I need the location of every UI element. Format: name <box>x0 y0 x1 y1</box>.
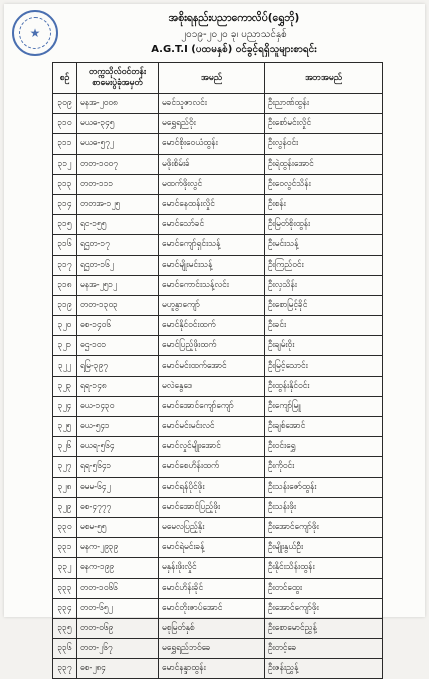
table-row <box>53 598 383 618</box>
row-father-name: ဦးကိုဝင်း <box>265 457 383 477</box>
row-no: ၃၁၈ <box>53 275 77 295</box>
row-name: မဟူနွာကျော် <box>159 295 265 315</box>
row-no: ၃၁၄ <box>53 194 77 214</box>
table-row <box>53 356 383 376</box>
row-no: ၃၂၇ <box>53 457 77 477</box>
row-no: ၃၂၀ <box>53 316 77 336</box>
row-father-name: ဦးဝေလွင်သိန်း <box>265 174 383 194</box>
row-no: ၃၂၄ <box>53 396 77 416</box>
row-name: မရွှေရည်ဝိုး <box>159 114 265 134</box>
row-name: မောင်မင်းမင်းလင် <box>159 417 265 437</box>
row-no: ၃၃၃ <box>53 578 77 598</box>
row-name: မောင်တိုးဇာပ်အောင် <box>159 598 265 618</box>
row-name: မောင်အောင်ကျော်ကျော် <box>159 396 265 416</box>
row-exam-roll: တတ-၁၁၁ <box>77 174 159 194</box>
table-row <box>53 376 383 396</box>
row-father-name: ဦးချမ်းဝိုး <box>265 336 383 356</box>
row-name: မောင်နေထန်းလှိုင် <box>159 194 265 214</box>
row-no: ၃၂၁ <box>53 336 77 356</box>
row-name: မနှန်းဖိုးလှိုင် <box>159 558 265 578</box>
row-no: ၃၂၆ <box>53 437 77 457</box>
table-body <box>53 94 383 679</box>
row-no: ၃၁၁ <box>53 134 77 154</box>
row-father-name: ဦးအောင်ကျော်ဖိုး <box>265 598 383 618</box>
table-row <box>53 316 383 336</box>
row-exam-roll: ဓမမ-၆၄၂ <box>77 477 159 497</box>
table-row <box>53 336 383 356</box>
row-name: မလဲနွေဒေ <box>159 376 265 396</box>
row-father-name: ဦးအောင်ကျော်ဖိုး <box>265 517 383 537</box>
list-title: A.G.T.I (ပထမနှစ်) ဝင်ခွင့်ရရှိသူများစာရင်း <box>151 44 317 55</box>
document-title: အစိုးရနည်းပညာကောလိပ်(ရွှေဘို) <box>168 12 300 24</box>
row-name: မောင်ရဲမင်းခန့် <box>159 538 265 558</box>
row-exam-roll: ဓနက-၁၉၉ <box>77 558 159 578</box>
table-row <box>53 538 383 558</box>
row-exam-roll: တတအ-၁၂၅ <box>77 194 159 214</box>
table-row <box>53 215 383 235</box>
row-name: မောင်လှုင်မျိုးအောင် <box>159 437 265 457</box>
row-father-name: ဦးစော်မင်းလှိုင် <box>265 114 383 134</box>
table-row <box>53 114 383 134</box>
row-exam-roll: မနက-၂၉၃၉ <box>77 538 159 558</box>
table-row <box>53 457 383 477</box>
row-exam-roll: ဓစ-၂၈၄ <box>77 659 159 679</box>
row-name: မောင်သော်ခင် <box>159 215 265 235</box>
row-name: မစုမြတ်နှစ် <box>159 618 265 638</box>
row-name: မောင်နိုင်ဝင်းထက် <box>159 316 265 336</box>
row-no: ၃၂၅ <box>53 417 77 437</box>
table-row <box>53 235 383 255</box>
row-exam-roll: ရဌတ-၁၆၂ <box>77 255 159 275</box>
row-no: ၃၁၃ <box>53 174 77 194</box>
row-exam-roll: မယဓ-၃၄၅ <box>77 114 159 134</box>
row-exam-roll: တတ-၂၆၇ <box>77 639 159 659</box>
row-name: မောင်နန္ဒာထွန်း <box>159 659 265 679</box>
row-name: မခင်သူဇာလင်း <box>159 94 265 114</box>
row-exam-roll: ရင-၁၅၅ <box>77 215 159 235</box>
header-exam-roll: တက္ကသိုလ်ဝင်တန်း စာမေးပွဲခုံအမှတ် <box>77 63 159 94</box>
row-exam-roll: ဓယရ-၅၆၄ <box>77 437 159 457</box>
row-exam-roll: ရဌတ-၁၇ <box>77 235 159 255</box>
row-name: မောင်ကောင်းသန့်လင်း <box>159 275 265 295</box>
row-no: ၃၀၉ <box>53 94 77 114</box>
table-row <box>53 558 383 578</box>
row-name: မောင်အောင်ပြည့်ဖိုး <box>159 497 265 517</box>
row-exam-roll: မနအ-၂၀၀၈ <box>77 94 159 114</box>
row-no: ၃၂၃ <box>53 376 77 396</box>
row-exam-roll: တတ-၆၅၂ <box>77 598 159 618</box>
header-no: စဉ် <box>53 63 77 94</box>
table-row <box>53 174 383 194</box>
table-row <box>53 639 383 659</box>
row-father-name: ဦးဇန်းညွှန့် <box>265 659 383 679</box>
row-no: ၃၂၈ <box>53 477 77 497</box>
row-father-name: ဦးစောမောင်ညွှန့် <box>265 618 383 638</box>
row-no: ၃၁၆ <box>53 235 77 255</box>
row-father-name: ဦးနိုင်းသိန်းထွန်း <box>265 558 383 578</box>
row-name: မောင်ပြည့်ဖိုးထက် <box>159 336 265 356</box>
row-father-name: ဦးမင်းသန့် <box>265 235 383 255</box>
row-father-name: ဦးရဲထွန်းအောင် <box>265 154 383 174</box>
row-father-name: ဦးညာဏ်ထွန်း <box>265 94 383 114</box>
row-father-name: ဦးကျော်မြူ <box>265 396 383 416</box>
row-father-name: ဦးဝင်းရွှေ <box>265 437 383 457</box>
row-no: ၃၃၇ <box>53 659 77 679</box>
row-exam-roll: တတ-၁၀၆၆ <box>77 578 159 598</box>
row-no: ၃၃၆ <box>53 639 77 659</box>
row-no: ၃၂၉ <box>53 497 77 517</box>
table-row <box>53 194 383 214</box>
row-no: ၃၃၅ <box>53 618 77 638</box>
table-header-row <box>53 63 383 94</box>
header-father-name: အဘအမည် <box>265 63 383 94</box>
row-name: မောင်စိုးဝေယံထွန်း <box>159 134 265 154</box>
seal-star-icon: ★ <box>19 17 51 49</box>
row-name: မောင်မျိုးမင်းသန့် <box>159 255 265 275</box>
row-name: မောင်မင်းထက်အောင် <box>159 356 265 376</box>
table-row <box>53 517 383 537</box>
row-name: မောင်စေဟိန်းထက် <box>159 457 265 477</box>
row-exam-roll: မနအ-၂၅၁၂ <box>77 275 159 295</box>
row-no: ၃၃၁ <box>53 538 77 558</box>
row-exam-roll: ဓစ-၁၄၀၆ <box>77 316 159 336</box>
academic-year: ၂၀၁၉-၂၀၂၀ ခု၊ ပညာသင်နှစ် <box>181 29 287 40</box>
row-father-name: ဦးလှသိန်း <box>265 275 383 295</box>
row-exam-roll: ဓစ-၄၇၇၇ <box>77 497 159 517</box>
row-exam-roll: ရမြ-၃၉၇ <box>77 356 159 376</box>
row-name: မောင်ကျော်ရှင်းသန့် <box>159 235 265 255</box>
row-name: မထက်ဖိုးလွင် <box>159 174 265 194</box>
table-row <box>53 659 383 679</box>
college-seal <box>12 10 58 56</box>
row-father-name: ဦးခင်း <box>265 316 383 336</box>
row-name: မရွှေရည်ဘဝ်ခေ <box>159 639 265 659</box>
table-row <box>53 497 383 517</box>
row-no: ၃၁၂ <box>53 154 77 174</box>
row-father-name: ဦးထွန်းနိုင်ဝင်း <box>265 376 383 396</box>
row-father-name: ဦးလွန်ဝင်း <box>265 134 383 154</box>
row-exam-roll: မစမ-၅၅ <box>77 517 159 537</box>
row-father-name: ဦးတင်ထွေး <box>265 578 383 598</box>
row-father-name: ဦးကြည်ဝင်း <box>265 255 383 275</box>
row-father-name: ဦးချစ်အောင် <box>265 417 383 437</box>
row-name: မဖိုးစိမ်းခ် <box>159 154 265 174</box>
row-no: ၃၃၂ <box>53 558 77 578</box>
row-exam-roll: ဓဌ-၁၀၁ <box>77 336 159 356</box>
table-row <box>53 94 383 114</box>
row-no: ၃၂၂ <box>53 356 77 376</box>
table-row <box>53 154 383 174</box>
row-exam-roll: တတ-၁၀၀၇ <box>77 154 159 174</box>
row-exam-roll: ဓယ-၁၄၃၀ <box>77 396 159 416</box>
table-row <box>53 255 383 275</box>
row-father-name: ဦးသန်းဇော်ထွန်း <box>265 477 383 497</box>
row-father-name: ဦးစန်း <box>265 194 383 214</box>
header-name: အမည် <box>159 63 265 94</box>
row-name: မမေလပြည့်နိုး <box>159 517 265 537</box>
table-row <box>53 477 383 497</box>
table-row <box>53 417 383 437</box>
admission-table <box>52 62 383 679</box>
row-father-name: ဦးသန်းဖိုး <box>265 497 383 517</box>
row-father-name: ဦးတင့်ခေ <box>265 639 383 659</box>
row-no: ၃၃၄ <box>53 598 77 618</box>
document-page <box>4 4 425 673</box>
row-exam-roll: တတ-၁၃၀၃ <box>77 295 159 315</box>
row-father-name: ဦးမြင့်သောင်း <box>265 356 383 376</box>
table-row <box>53 618 383 638</box>
table-row <box>53 134 383 154</box>
row-no: ၃၁၇ <box>53 255 77 275</box>
table-row <box>53 578 383 598</box>
row-exam-roll: မယဓ-၅၇၂ <box>77 134 159 154</box>
row-exam-roll: ရရ-၁၄၈ <box>77 376 159 396</box>
row-father-name: ဦးမြတ်စိုးထွန်း <box>265 215 383 235</box>
row-exam-roll: ဓယ-၅၄၁ <box>77 417 159 437</box>
row-exam-roll: တတ-၀၆၉ <box>77 618 159 638</box>
row-exam-roll: ရရ-၅၆၄၁ <box>77 457 159 477</box>
table-row <box>53 437 383 457</box>
table-row <box>53 396 383 416</box>
row-father-name: ဦးမျိုးနွယ်ဦး <box>265 538 383 558</box>
row-no: ၃၃၀ <box>53 517 77 537</box>
table-row <box>53 295 383 315</box>
row-father-name: ဦးစောမြင့်ခိုင် <box>265 295 383 315</box>
row-no: ၃၁၀ <box>53 114 77 134</box>
row-name: မောင်ဟိန်းခိုင် <box>159 578 265 598</box>
row-name: မောင်ရန်ပိုင်ဖိုး <box>159 477 265 497</box>
row-no: ၃၁၉ <box>53 295 77 315</box>
row-no: ၃၁၅ <box>53 215 77 235</box>
table-row <box>53 275 383 295</box>
